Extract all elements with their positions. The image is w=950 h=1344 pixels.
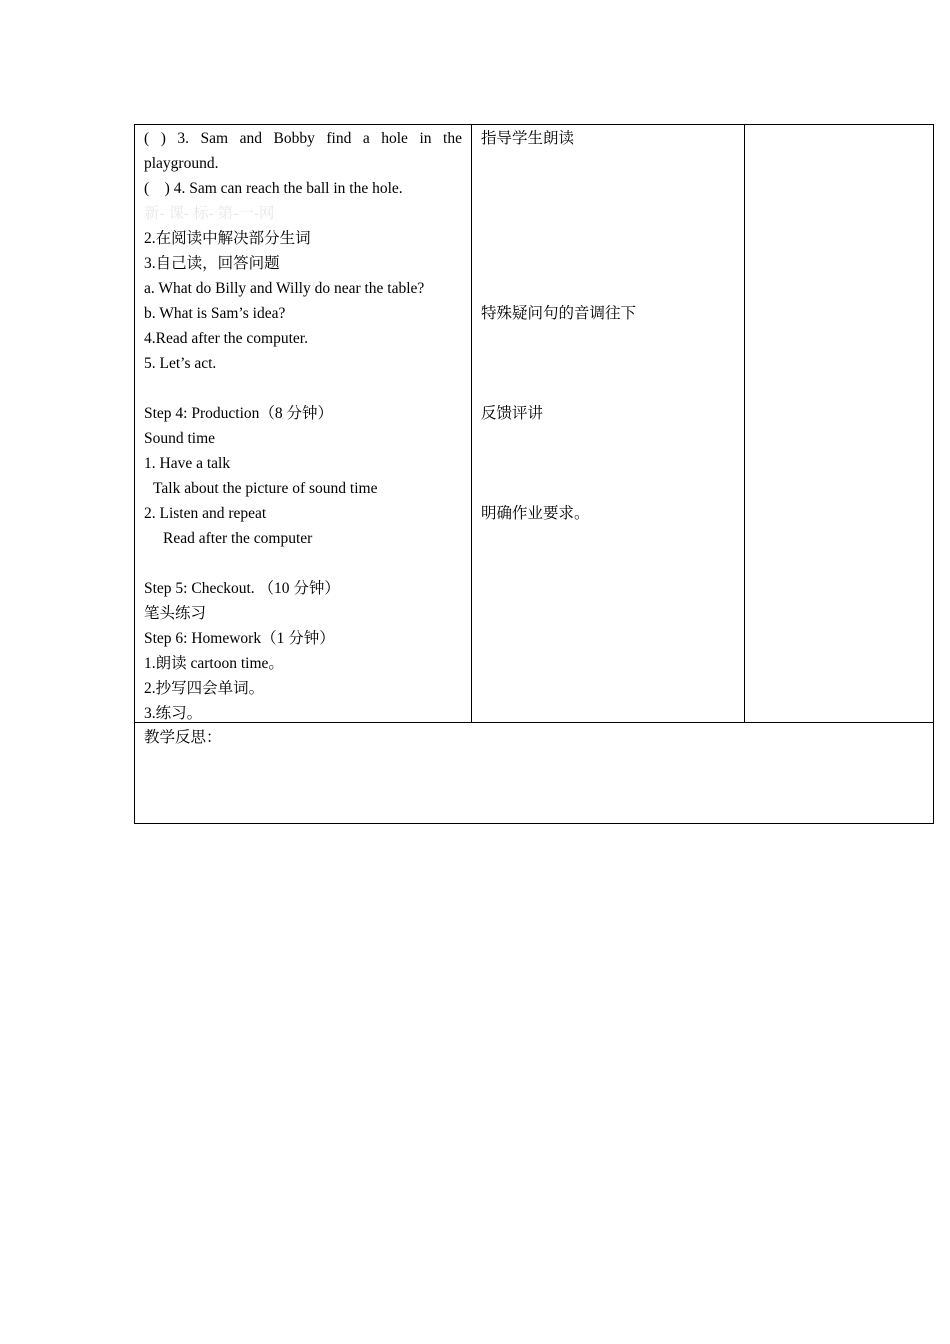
watermark-text: 新- 课- 标- 第-一-网 — [144, 205, 275, 222]
sound-time-heading: Sound time — [144, 430, 216, 447]
feedback-note: 反馈评讲 — [481, 405, 544, 422]
teaching-reflection-label: 教学反思： — [144, 729, 222, 746]
step-6-heading: Step 6: Homework（1 分钟） — [144, 630, 335, 647]
exercise-3-continuation: playground. — [144, 155, 219, 172]
written-practice: 笔头练习 — [144, 605, 207, 622]
exercise-3-word: a — [362, 130, 370, 147]
exercise-3-word: in — [419, 130, 432, 147]
homework-requirements: 明确作业要求。 — [481, 505, 590, 522]
step-5-heading: Step 5: Checkout. （10 分钟） — [144, 580, 340, 597]
homework-1: 1.朗读 cartoon time。 — [144, 655, 284, 672]
homework-3: 3.练习。 — [144, 705, 203, 722]
intonation-note: 特殊疑问句的音调往下 — [481, 305, 637, 322]
exercise-3-open-paren: ( — [144, 130, 150, 147]
exercise-3-word: 3. — [177, 130, 189, 147]
exercise-3-close-paren: ) — [160, 130, 166, 147]
step-4-heading: Step 4: Production（8 分钟） — [144, 405, 334, 422]
question-b: b. What is Sam’s idea? — [144, 305, 286, 322]
homework-2: 2.抄写四会单词。 — [144, 680, 265, 697]
row-divider — [135, 722, 933, 723]
talk-about-picture: Talk about the picture of sound time — [153, 480, 378, 497]
exercise-3-word: Sam — [200, 130, 229, 147]
listen-and-repeat: 2. Listen and repeat — [144, 505, 267, 522]
exercise-3-word: and — [239, 130, 262, 147]
exercise-3-word: hole — [381, 130, 408, 147]
exercise-3-word: the — [443, 130, 462, 147]
question-a: a. What do Billy and Willy do near the table? — [144, 280, 425, 297]
lets-act: 5. Let’s act. — [144, 355, 217, 372]
column-divider-2 — [744, 125, 745, 723]
exercise-3-line — [144, 126, 462, 151]
exercise-4: ( ) 4. Sam can reach the ball in the hole. — [144, 180, 403, 197]
read-after-computer-2: Read after the computer — [163, 530, 313, 547]
read-after-computer: 4.Read after the computer. — [144, 330, 308, 347]
have-a-talk: 1. Have a talk — [144, 455, 231, 472]
column-divider-1 — [471, 125, 472, 723]
exercise-3-word: Bobby — [273, 130, 315, 147]
exercise-3-word: find — [326, 130, 352, 147]
guide-reading: 指导学生朗读 — [481, 130, 575, 147]
lesson-plan-table — [134, 124, 934, 824]
step-2-vocab: 2.在阅读中解决部分生词 — [144, 230, 311, 247]
step-3-read-answer: 3.自己读，回答问题 — [144, 255, 280, 272]
